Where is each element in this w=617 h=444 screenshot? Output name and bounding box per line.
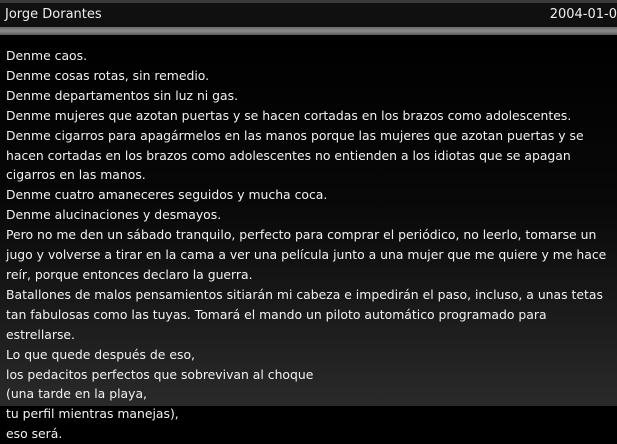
poem-line: Pero no me den un sábado tranquilo, perfecto para comprar el periódico, no leerlo, tomarse un jugo y volverse a tirar en la cama a ver una película junto a una mujer que me quiere y me hace reír, porque entonces declaro la guerra. [6,227,607,282]
poem-line: Denme alucinaciones y desmayos. [6,207,222,223]
poem-line: Denme departamentos sin luz ni gas. [6,87,239,103]
poem-line: Denme cosas rotas, sin remedio. [6,67,210,83]
poem-line: los pedacitos perfectos que sobrevivan al choque [6,366,314,382]
poem-line: Denme caos. [6,48,88,63]
poem-line: tu perfil mientras manejas), [6,406,179,422]
author-name: Jorge Dorantes [5,7,102,22]
poem-body [6,46,612,444]
poem-line: eso será. [6,426,63,442]
post-header [0,3,617,27]
poem-line: Denme cuatro amaneceres seguidos y mucha coca. [6,187,328,203]
poem-line: Denme cigarros para apagármelos en las manos porque las mujeres que azotan puertas y se hacen cortadas en los brazos como adolescentes no entienden a los idiotas que se apagan cigarros en las manos. [6,127,584,183]
poem-line: Denme mujeres que azotan puertas y se hacen cortadas en los brazos como adolescentes. [6,107,572,123]
poem-line: Batallones de malos pensamientos sitiarán mi cabeza e impedirán el paso, incluso, a unas tetas tan fabulosas como las tuyas. Tomará el mando un piloto automático programado para estrellarse. [6,286,603,342]
header-divider [0,27,617,35]
poem-line: (una tarde en la playa, [6,386,147,402]
post-date: 2004-01-0 [549,7,617,22]
poem-line: Lo que quede después de eso, [6,346,195,362]
